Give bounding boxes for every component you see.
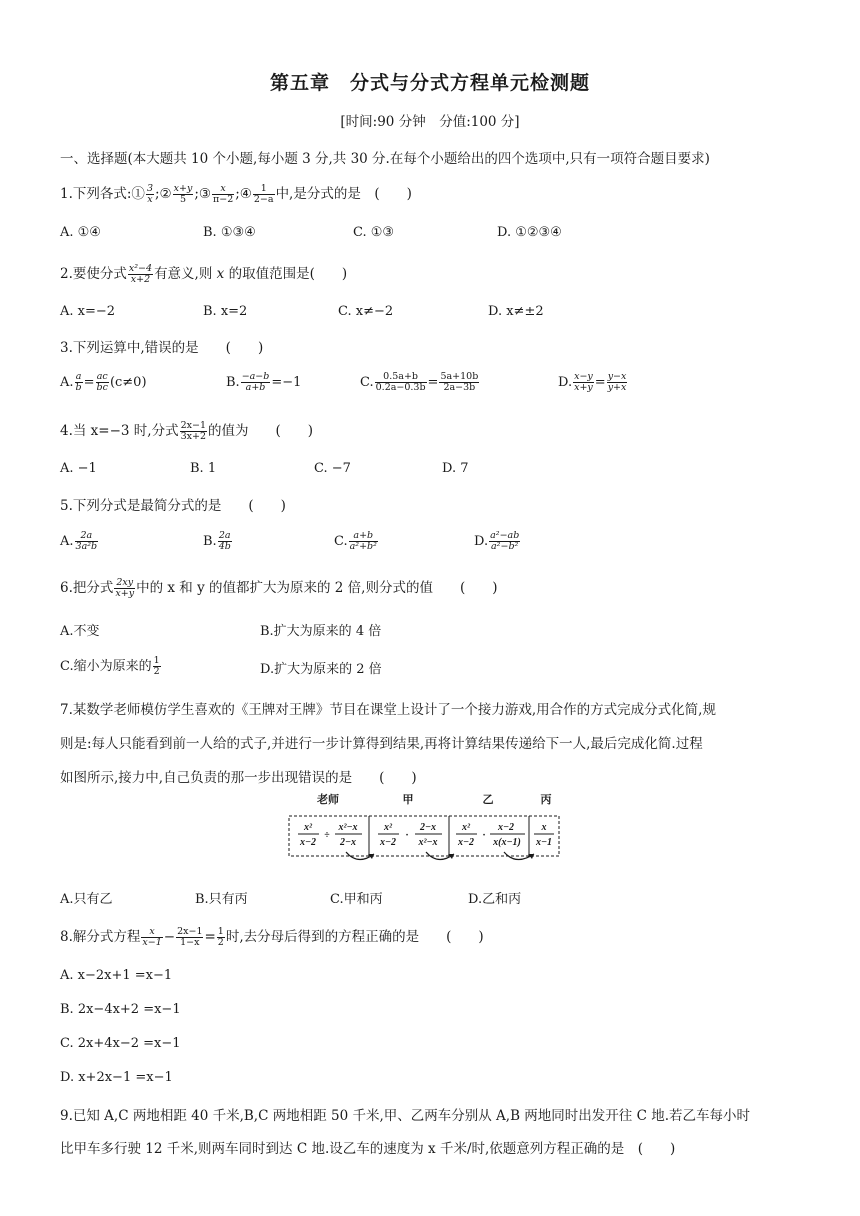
relay-label-bing: 丙 xyxy=(540,793,552,806)
svg-text:x(x−1): x(x−1) xyxy=(493,837,521,848)
fraction: $\frac{x+y}{5}$ xyxy=(173,183,193,205)
question-7-line-3: 如图所示,接力中,自己负责的那一步出现错误的是 ( ) xyxy=(60,770,417,786)
question-7-line-2: 则是:每人只能看到前一人给的式子,并进行一步计算得到结果,再将计算结果传递给下一人,最后完成化简.过程 xyxy=(60,736,703,752)
relay-diagram xyxy=(288,790,560,868)
relay-box-yi xyxy=(449,816,529,856)
q5-option-b[interactable]: B. $\frac{2a}{4b}$ xyxy=(203,530,231,552)
fraction: $\frac{\text{x²−4}}{x+2}$ xyxy=(128,263,153,285)
q2-option-b[interactable]: B. x=2 xyxy=(203,304,248,319)
svg-text:x²−x: x²−x xyxy=(338,822,358,833)
q6-option-a[interactable]: A.不变 xyxy=(60,624,100,639)
svg-text:2−x: 2−x xyxy=(339,837,357,848)
q2-option-c[interactable]: C. x≠−2 xyxy=(338,304,394,319)
relay-label-jia: 甲 xyxy=(402,793,414,806)
svg-text:x−2: x−2 xyxy=(457,837,475,848)
svg-text:x²: x² xyxy=(304,822,312,833)
q4-option-d[interactable]: D. 7 xyxy=(442,461,469,476)
q1-option-b[interactable]: B. ①③④ xyxy=(203,225,256,240)
q6-option-b[interactable]: B.扩大为原来的 4 倍 xyxy=(260,624,382,639)
relay-box-jia xyxy=(369,816,449,856)
question-7-line-1: 7.某数学老师模仿学生喜欢的《王牌对王牌》节目在课堂上设计了一个接力游戏,用合作的方式完成分式化简,规 xyxy=(60,702,716,718)
question-9-line-1: 9.已知 A,C 两地相距 40 千米,B,C 两地相距 50 千米,甲、乙两车分别从 A,B 两地同时出发开往 C 地.若乙车每小时 xyxy=(60,1108,751,1124)
fraction: $\frac{2x-1}{3x+2}$ xyxy=(180,420,206,442)
question-5-stem: 5.下列分式是最简分式的是 ( ) xyxy=(60,498,286,514)
q4-option-a[interactable]: A. −1 xyxy=(60,461,97,476)
question-8-stem: 8.解分式方程 $\frac{x}{x-1}$ − $\frac{2x-1}{1-x}$ = $\frac{1}{2}$ 时,去分母后得到的方程正确的是 ( ) xyxy=(60,926,484,948)
svg-text:x²: x² xyxy=(462,822,470,833)
q1-option-c[interactable]: C. ①③ xyxy=(353,225,395,240)
q1-option-a[interactable]: A. ①④ xyxy=(60,225,101,240)
q3-option-d[interactable]: D. $\frac{x-y}{x+y}$ = $\frac{y-x}{y+x}$ xyxy=(558,371,627,393)
svg-text:2−x: 2−x xyxy=(419,822,437,833)
question-1-stem: 1.下列各式:① $\frac{3}{x}$ ;② $\frac{x+y}{5}$ ;③ $\frac{x}{\pi-2}$ ;④ $\frac{1}{2-a}$ 中,是分式的是 ( ) xyxy=(60,183,412,205)
q5-option-a[interactable]: A. $\frac{2a}{\text{3a²b}}$ xyxy=(60,530,98,552)
q8-option-c[interactable]: C. 2x+4x−2 =x−1 xyxy=(60,1036,181,1051)
q7-option-a[interactable]: A.只有乙 xyxy=(60,892,113,907)
question-4-stem: 4.当 x=−3 时,分式 $\frac{2x-1}{3x+2}$ 的值为 ( ) xyxy=(60,420,314,442)
svg-text:·: · xyxy=(482,830,486,841)
q1-option-d[interactable]: D. ①②③④ xyxy=(497,225,562,240)
question-6-stem: 6.把分式 $\frac{2xy}{x+y}$ 中的 x 和 y 的值都扩大为原来的 2 倍,则分式的值 ( ) xyxy=(60,577,498,599)
exam-info: [时间:90 分钟 分值:100 分] xyxy=(340,114,520,130)
svg-text:x²: x² xyxy=(384,822,392,833)
q5-option-c[interactable]: C. $\frac{a+b}{\text{a²+b²}}$ xyxy=(334,530,377,552)
q5-option-d[interactable]: D. $\frac{\text{a²−ab}}{\text{a²−b²}}$ xyxy=(474,530,520,552)
svg-text:·: · xyxy=(405,830,409,841)
q6-option-c[interactable]: C.缩小为原来的 $\frac{1}{2}$ xyxy=(60,655,160,677)
svg-text:x²−x: x²−x xyxy=(418,837,438,848)
q7-option-b[interactable]: B.只有丙 xyxy=(195,892,248,907)
section-heading: 一、选择题(本大题共 10 个小题,每小题 3 分,共 30 分.在每个小题给出的四个选项中,只有一项符合题目要求) xyxy=(60,151,710,167)
svg-text:x−2: x−2 xyxy=(497,822,515,833)
q4-option-b[interactable]: B. 1 xyxy=(190,461,217,476)
fraction: $\frac{x}{\pi-2}$ xyxy=(212,183,234,205)
q3-option-b[interactable]: B. $\frac{-a-b}{a+b}$ =−1 xyxy=(226,371,302,393)
fraction: $\frac{2xy}{x+y}$ xyxy=(115,577,135,599)
q7-option-d[interactable]: D.乙和丙 xyxy=(468,892,522,907)
q7-option-c[interactable]: C.甲和丙 xyxy=(330,892,383,907)
relay-label-yi: 乙 xyxy=(482,793,494,806)
fraction: $\frac{1}{2-a}$ xyxy=(253,183,274,205)
fraction: $\frac{3}{x}$ xyxy=(146,183,153,205)
q3-option-a[interactable]: A. $\frac{a}{b}$ = $\frac{ac}{bc}$ (c≠0) xyxy=(60,371,147,393)
svg-text:x−1: x−1 xyxy=(535,837,553,848)
question-9-line-2: 比甲车多行驶 12 千米,则两车同时到达 C 地.设乙车的速度为 x 千米/时,依题意列方程正确的是 ( ) xyxy=(60,1141,676,1157)
svg-text:x−2: x−2 xyxy=(299,837,317,848)
relay-label-teacher: 老师 xyxy=(317,793,339,806)
svg-text:÷: ÷ xyxy=(324,830,330,841)
page-title: 第五章 分式与分式方程单元检测题 xyxy=(269,72,590,94)
q8-option-a[interactable]: A. x−2x+1 =x−1 xyxy=(60,968,173,983)
svg-text:x: x xyxy=(541,822,547,833)
svg-text:x−2: x−2 xyxy=(379,837,397,848)
q2-option-a[interactable]: A. x=−2 xyxy=(60,304,116,319)
q6-option-d[interactable]: D.扩大为原来的 2 倍 xyxy=(260,662,382,677)
q8-option-d[interactable]: D. x+2x−1 =x−1 xyxy=(60,1070,173,1085)
question-2-stem: 2.要使分式 $\frac{\text{x²−4}}{x+2}$ 有意义,则 x 的取值范围是( ) xyxy=(60,263,348,285)
q8-option-b[interactable]: B. 2x−4x+2 =x−1 xyxy=(60,1002,181,1017)
q2-option-d[interactable]: D. x≠±2 xyxy=(488,304,544,319)
q3-option-c[interactable]: C. $\frac{0.5a+b}{0.2a-0.3b}$ = $\frac{5a+10b}{2a-3b}$ xyxy=(360,371,479,393)
question-3-stem: 3.下列运算中,错误的是 ( ) xyxy=(60,340,264,356)
q4-option-c[interactable]: C. −7 xyxy=(314,461,351,476)
